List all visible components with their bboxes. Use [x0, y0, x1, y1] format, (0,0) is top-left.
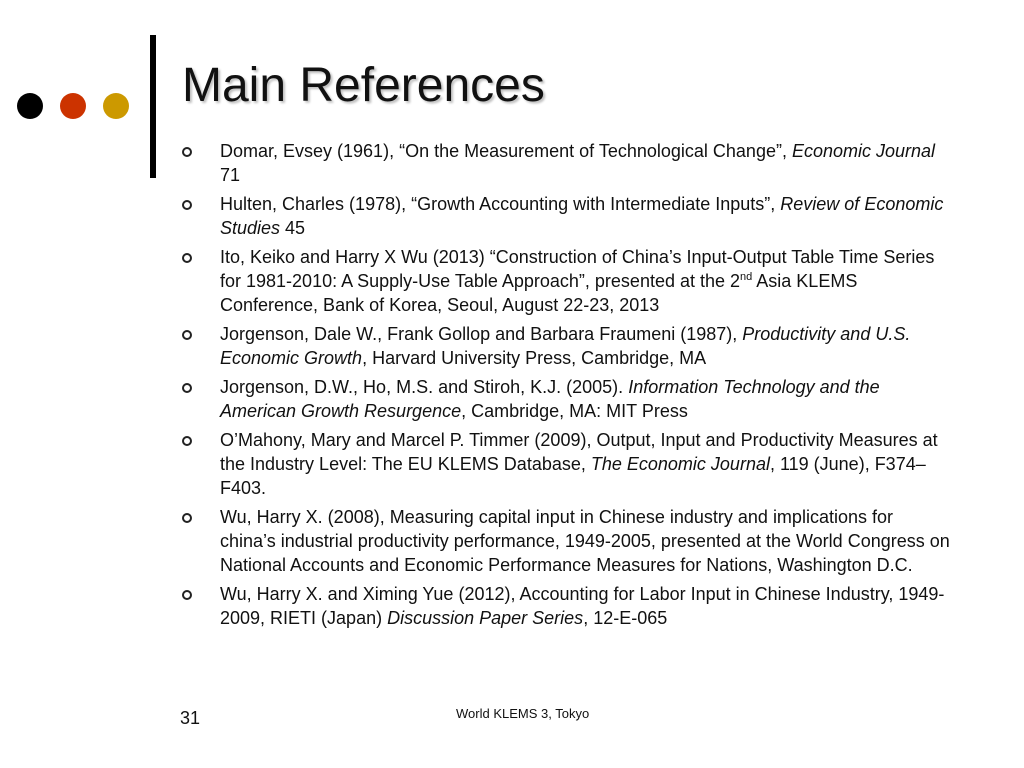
decorative-dot-red	[60, 93, 86, 119]
hollow-circle-bullet-icon	[182, 253, 192, 263]
reference-italic-text: Economic Journal	[791, 141, 936, 161]
decorative-dot-black	[17, 93, 43, 119]
reference-text: , 119 (June), F374–F403.	[220, 454, 926, 498]
reference-text: 45	[280, 218, 306, 238]
reference-text: Jorgenson, D.W., Ho, M.S. and Stiroh, K.J. (2005).	[220, 377, 629, 397]
reference-item	[182, 139, 952, 187]
reference-list	[182, 139, 952, 635]
reference-item	[182, 375, 952, 423]
reference-italic-text: Productivity and U.S. Economic Growth	[220, 324, 911, 368]
reference-text: 71	[220, 165, 241, 185]
reference-text: , 12-E-065	[583, 608, 668, 628]
reference-item	[182, 582, 952, 630]
slide-footer-text: World KLEMS 3, Tokyo	[456, 706, 590, 721]
slide-title: Main References	[182, 59, 545, 112]
reference-text: O’Mahony, Mary and Marcel P. Timmer (2009), Output, Input and Productivity Measures at the Industry Level: The EU KLEMS Database,	[220, 430, 938, 474]
reference-text: Asia KLEMS Conference, Bank of Korea, Seoul, August 22-23, 2013	[220, 271, 858, 315]
reference-text: Jorgenson, Dale W., Frank Gollop and Barbara Fraumeni (1987),	[220, 324, 743, 344]
reference-italic-text: Discussion Paper Series	[387, 608, 584, 628]
slide-page-number: 31	[180, 708, 201, 728]
reference-text: Hulten, Charles (1978), “Growth Accounting with Intermediate Inputs”,	[220, 194, 781, 214]
reference-item	[182, 322, 952, 370]
reference-item	[182, 192, 952, 240]
hollow-circle-bullet-icon	[182, 383, 192, 393]
title-vertical-rule	[150, 35, 156, 178]
reference-item	[182, 505, 952, 577]
reference-text: Ito, Keiko and Harry X Wu (2013) “Construction of China’s Input-Output Table Time Series for 1981-2010: A Supply-Use Table Approach”, presented at the 2	[220, 247, 935, 291]
reference-text: , Harvard University Press, Cambridge, MA	[362, 348, 707, 368]
hollow-circle-bullet-icon	[182, 590, 192, 600]
reference-text: Domar, Evsey (1961), “On the Measurement of Technological Change”,	[220, 141, 792, 161]
hollow-circle-bullet-icon	[182, 330, 192, 340]
reference-superscript: nd	[740, 271, 753, 283]
reference-text: Wu, Harry X. (2008), Measuring capital input in Chinese industry and implications for china’s industrial productivity performance, 1949-2005, presented at the World Congress on National Accounts and Economic Performance Measures for Nations, Washington D.C.	[220, 507, 950, 575]
reference-text: , Cambridge, MA: MIT Press	[461, 401, 688, 421]
reference-item	[182, 428, 952, 500]
hollow-circle-bullet-icon	[182, 147, 192, 157]
reference-text: Wu, Harry X. and Ximing Yue (2012), Accounting for Labor Input in Chinese Industry, 1949-2009, RIETI (Japan)	[220, 584, 945, 628]
reference-italic-text: Information Technology and the American Growth Resurgence	[220, 377, 880, 421]
hollow-circle-bullet-icon	[182, 200, 192, 210]
hollow-circle-bullet-icon	[182, 436, 192, 446]
reference-italic-text: Review of Economic Studies	[220, 194, 944, 238]
decorative-dot-gold	[103, 93, 129, 119]
reference-italic-text: The Economic Journal	[590, 454, 770, 474]
hollow-circle-bullet-icon	[182, 513, 192, 523]
reference-item	[182, 245, 952, 317]
